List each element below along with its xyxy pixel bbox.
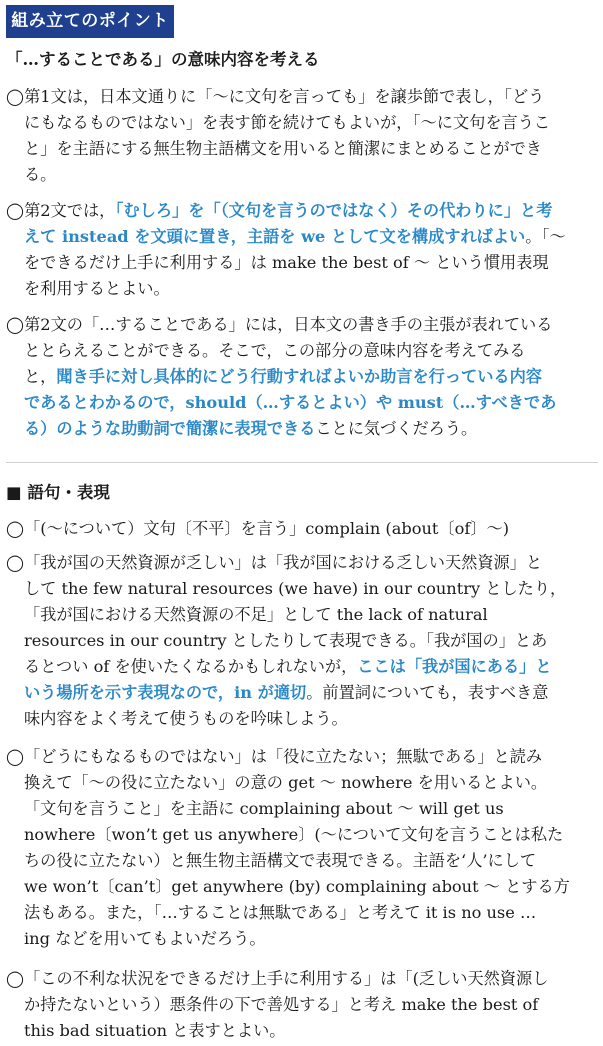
point-1 [6,84,598,188]
point-1-line: ◯第1文は，日本文通りに「〜に文句を言っても」を譲歩節で表し，「どう [6,87,545,106]
vocab-3-text: 「文句を言うこと」を主語に complaining about 〜 will get us [24,799,504,818]
vocab-4-text: ◯「この不利な状況をできるだけ上手に利用する」は「(乏しい天然資源し [6,969,549,988]
point-3-text: ◯第2文の「…することである」には，日本文の書き手の主張が表れている [6,315,553,334]
vocab-heading: ■ 語句・表現 [6,483,110,502]
point-2-text: 。「〜 [525,227,566,246]
vocab-2-text: 味内容をよく考えて使うものを吟味しよう。 [24,709,348,728]
point-2-text: をできるだけ上手に利用する」は make the best of 〜 という慣用表現 [24,253,549,272]
section-divider [6,462,598,463]
point-2-highlight: えて instead を文頭に置き，主語を we として文を構成すればよい [24,227,526,246]
point-1-line: と」を主語にする無生物主語構文を用いると簡潔にまとめることができ [24,139,542,158]
vocab-3 [6,744,598,952]
point-2-text: ◯第2文では， [6,201,116,220]
point-3 [6,312,598,442]
vocab-3-text: ちの役に立たない）と無生物主語構文で表現できる。主語を‘人’にして [24,851,537,870]
vocab-2-text: るとつい of を使いたくなるかもしれないが， [24,657,358,676]
point-2-text: を利用するとよい。 [24,279,170,298]
vocab-2-text: 。前置詞についても，表すべき意 [306,683,549,702]
vocab-1-text: ◯「(〜について）文句〔不平〕を言う」complain (about〔of〕〜) [6,519,510,538]
vocab-4 [6,966,598,1044]
point-3-text: ととらえることができる。そこで，この部分の意味内容を考えてみる [24,341,526,360]
vocab-2-text: して the few natural resources (we have) in our country としたり， [24,579,567,598]
section-badge: 組み立てのポイント [6,5,174,38]
point-1-line: る。 [24,165,57,184]
point-3-highlight: る）のような助動詞で簡潔に表現できる [24,419,316,438]
vocab-2-text: resources in our country としたりして表現できる。「我が国の」とあ [24,631,548,650]
vocab-3-text: ◯「どうにもなるものではない」は「役に立たない；無駄である」と読み [6,747,543,766]
points-heading: 「…することである」の意味内容を考える [6,50,320,69]
point-3-text: と， [24,367,57,386]
point-3-text: ことに気づくだろう。 [315,419,478,438]
point-3-highlight: 聞き手に対し具体的にどう行動すればよいか助言を行っている内容 [56,367,542,386]
vocab-2-highlight: ここは「我が国にある」と [357,657,552,676]
point-3-highlight: であるとわかるので，should（…するとよい）や must（…すべきであ [24,393,557,412]
vocab-2-text: ◯「我が国の天然資源が乏しい」は「我が国における乏しい天然資源」と [6,553,543,572]
vocab-3-text: ing などを用いてもよいだろう。 [24,929,266,948]
vocab-2 [6,550,598,732]
vocab-3-text: 法もある。また，「…することは無駄である」と考えて it is no use … [24,903,537,922]
vocab-3-text: we won’t〔can’t〕get anywhere (by) complaining about 〜 とする方 [24,877,570,896]
vocab-2-text: 「我が国における天然資源の不足」として the lack of natural [24,605,488,624]
point-1-line: にもなるものではない」を表す節を続けてもよいが，「〜に文句を言うこ [24,113,551,132]
point-2-highlight: 「むしろ」を「（文句を言うのではなく）その代わりに」と考 [115,201,553,220]
vocab-4-text: か持たないという）悪条件の下で善処する」と考え make the best of [24,995,539,1014]
vocab-1 [6,516,598,542]
vocab-4-text: this bad situation と表すとよい。 [24,1021,286,1040]
vocab-3-text: 換えて「〜の役に立たない」の意の get 〜 nowhere を用いるとよい。 [24,773,548,792]
vocab-3-text: nowhere〔won’t get us anywhere〕(〜について文句を言うことは私た [24,825,564,844]
point-2 [6,198,598,302]
vocab-2-highlight: いう場所を示す表現なので，in が適切 [24,683,307,702]
